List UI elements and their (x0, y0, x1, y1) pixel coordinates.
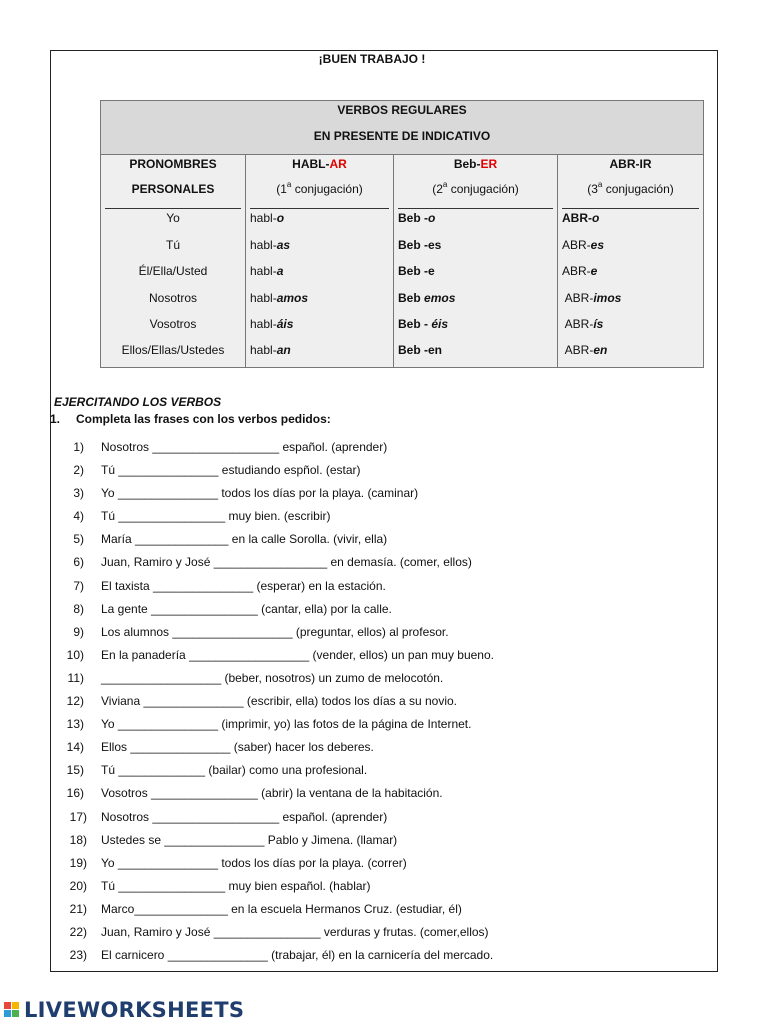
table-title-line2: EN PRESENTE DE INDICATIVO (313, 129, 491, 143)
exercise-text: Juan, Ramiro y José _________________ en demasía. (comer, ellos) (101, 555, 472, 570)
exercise-item (60, 902, 700, 925)
ar-ending: AR (329, 157, 347, 171)
exercise-item (60, 786, 700, 809)
er-sub-pre: (2 (432, 182, 443, 196)
exercise-number: 18) (69, 832, 87, 847)
exercise-text: Tú _______________ estudiando espñol. (estar) (101, 463, 361, 478)
exercise-text: Nosotros ___________________ español. (aprender) (101, 809, 388, 824)
column-rule (398, 208, 553, 209)
er-sub-sup: a (442, 180, 448, 189)
ar-stem-text: habl- (250, 343, 277, 357)
ir-stem-text: ABR- (562, 211, 592, 225)
er-sub-post: conjugación) (447, 182, 519, 196)
ir-sub-pre: (3 (587, 182, 598, 196)
ar-cell (250, 291, 308, 305)
ar-stem-text: habl- (250, 291, 277, 305)
ar-subheader (246, 182, 393, 196)
ar-ending-text: as (276, 238, 291, 252)
er-stem: Beb- (453, 157, 481, 171)
exercise-item (60, 648, 700, 671)
exercise-item (60, 948, 700, 971)
ir-header: ABR-IR (609, 157, 652, 171)
pronoun-cell: Tú (165, 238, 180, 252)
er-cell (398, 291, 455, 305)
instruction-text: Completa las frases con los verbos pedidos: (76, 412, 331, 426)
exercise-number: 14) (66, 740, 84, 755)
er-subheader (394, 182, 557, 196)
er-ending-text: o (428, 211, 436, 225)
instruction-number: 1. (50, 412, 61, 426)
er-column (394, 155, 558, 368)
exercise-text: Juan, Ramiro y José ________________ verduras y frutas. (comer,ellos) (101, 924, 489, 939)
exercise-item (60, 509, 700, 532)
exercise-text: __________________ (beber, nosotros) un zumo de melocotón. (101, 670, 444, 685)
exercise-number: 8) (73, 601, 84, 616)
exercise-text: La gente ________________ (cantar, ella) por la calle. (101, 601, 392, 616)
er-ending: ER (480, 157, 498, 171)
ar-sub-pre: (1 (276, 182, 287, 196)
exercise-item (60, 625, 700, 648)
exercise-text: El carnicero _______________ (trabajar, él) en la carnicería del mercado. (101, 948, 494, 963)
exercise-number: 11) (67, 670, 84, 685)
er-stem-text: Beb - (398, 264, 428, 278)
column-rule (562, 208, 699, 209)
exercise-number: 20) (69, 878, 87, 893)
pronoun-cell: Vosotros (149, 317, 197, 331)
exercise-number: 6) (73, 555, 84, 570)
ar-cell (250, 264, 283, 278)
ir-stem-text: ABR- (562, 343, 594, 357)
exercise-list (60, 440, 700, 971)
exercise-item (60, 763, 700, 786)
exercise-number: 7) (73, 578, 84, 593)
ar-stem-text: habl- (250, 264, 277, 278)
exercise-number: 12) (66, 694, 84, 709)
pronouns-column (101, 155, 246, 368)
er-stem-text: Beb - (398, 211, 428, 225)
exercise-text: Ellos _______________ (saber) hacer los deberes. (101, 740, 374, 755)
ir-ending-text: o (592, 211, 600, 225)
ar-stem: HABL- (292, 157, 330, 171)
ir-cell (562, 343, 607, 357)
ir-sub-sup: a (597, 180, 603, 189)
exercise-text: Tú _____________ (bailar) como una profesional. (101, 763, 368, 778)
er-cell (398, 238, 441, 252)
exercise-item (60, 486, 700, 509)
ir-column (558, 155, 703, 368)
exercise-text: Viviana _______________ (escribir, ella) todos los días a su novio. (101, 694, 458, 709)
pronouns-subheader: PERSONALES (131, 182, 215, 196)
ar-stem-text: habl- (250, 238, 277, 252)
er-cell (398, 317, 448, 331)
exercise-number: 1) (73, 440, 84, 454)
exercise-text: Nosotros ___________________ español. (aprender) (101, 440, 388, 454)
ar-sub-post: conjugación) (291, 182, 363, 196)
column-rule (105, 208, 241, 209)
ar-column (246, 155, 394, 368)
exercise-item (60, 671, 700, 694)
column-rule (250, 208, 389, 209)
exercise-item (60, 833, 700, 856)
exercise-number: 5) (73, 532, 84, 547)
exercise-text: Tú ________________ muy bien. (escribir) (101, 509, 331, 524)
exercise-item (60, 810, 700, 833)
exercise-text: Marco______________ en la escuela Hermanos Cruz. (estudiar, él) (101, 901, 462, 916)
er-cell (398, 343, 442, 357)
exercise-item (60, 740, 700, 763)
ar-ending-text: amos (276, 291, 309, 305)
exercise-number: 22) (69, 924, 87, 939)
exercise-number: 16) (66, 786, 84, 801)
exercise-item (60, 856, 700, 879)
ir-sub-post: conjugación) (602, 182, 674, 196)
er-ending-text: es (428, 238, 442, 252)
er-ending-text: éis (431, 317, 449, 331)
table-header (101, 101, 703, 155)
pronoun-cell: Él/Ella/Usted (138, 264, 208, 278)
exercise-text: El taxista _______________ (esperar) en la estación. (101, 578, 386, 593)
exercise-text: Los alumnos __________________ (preguntar, ellos) al profesor. (101, 624, 449, 639)
er-header (394, 157, 557, 171)
er-stem-text: Beb - (398, 238, 428, 252)
er-ending-text: en (428, 343, 443, 357)
exercise-item (60, 463, 700, 486)
ar-ending-text: an (276, 343, 291, 357)
ar-cell (250, 211, 284, 225)
ir-ending-text: en (593, 343, 608, 357)
er-stem-text: Beb - (398, 343, 428, 357)
exercise-item (60, 717, 700, 740)
exercise-text: Tú ________________ muy bien español. (hablar) (101, 878, 371, 893)
ir-cell (562, 238, 604, 252)
er-ending-text: emos (424, 291, 456, 305)
exercise-item (60, 694, 700, 717)
pronoun-cell: Nosotros (148, 291, 198, 305)
exercise-item (60, 532, 700, 555)
ar-ending-text: a (276, 264, 284, 278)
exercise-item (60, 925, 700, 948)
er-ending-text: e (428, 264, 435, 278)
ir-ending-text: imos (593, 291, 622, 305)
exercise-text: Yo _______________ todos los días por la playa. (caminar) (101, 486, 419, 501)
exercise-number: 15) (66, 763, 84, 778)
liveworksheets-logo-icon (4, 999, 22, 1021)
ir-cell (562, 291, 621, 305)
ar-header (246, 157, 393, 171)
exercise-text: Yo _______________ todos los días por la playa. (correr) (101, 855, 407, 870)
ir-cell (562, 264, 597, 278)
ir-stem-text: ABR- (562, 317, 594, 331)
exercise-number: 19) (69, 855, 87, 870)
ir-subheader (558, 182, 703, 196)
exercise-text: Ustedes se _______________ Pablo y Jimena. (llamar) (101, 832, 398, 847)
ar-cell (250, 317, 293, 331)
exercise-number: 4) (73, 509, 84, 524)
er-cell (398, 211, 435, 225)
liveworksheets-logo[interactable] (4, 997, 244, 1023)
exercise-number: 2) (73, 463, 84, 478)
ir-cell (562, 317, 603, 331)
exercise-number: 10) (66, 647, 84, 662)
exercise-number: 13) (66, 717, 84, 732)
exercise-item (60, 555, 700, 578)
ar-stem-text: habl- (250, 317, 277, 331)
ir-ending-text: ís (593, 317, 604, 331)
exercise-item (60, 440, 700, 463)
pronoun-cell: Ellos/Ellas/Ustedes (121, 343, 225, 357)
ir-stem-text: ABR- (562, 291, 594, 305)
er-stem-text: Beb (398, 291, 425, 305)
pronoun-cell: Yo (166, 211, 180, 225)
logo-text: LIVEWORKSHEETS (24, 998, 245, 1022)
table-title-line1: VERBOS REGULARES (337, 103, 467, 117)
ar-cell (250, 238, 290, 252)
exercise-text: Vosotros ________________ (abrir) la ventana de la habitación. (101, 786, 443, 801)
exercise-item (60, 602, 700, 625)
ir-stem-text: ABR- (562, 238, 591, 252)
ir-stem-text: ABR- (562, 264, 591, 278)
ar-stem-text: habl- (250, 211, 277, 225)
exercise-item (60, 879, 700, 902)
verbs-table (100, 100, 704, 368)
ar-ending-text: áis (276, 317, 294, 331)
ar-cell (250, 343, 291, 357)
ar-ending-text: o (276, 211, 285, 225)
exercise-number: 9) (73, 624, 84, 639)
er-stem-text: Beb - (398, 317, 432, 331)
ar-sub-sup: a (286, 180, 292, 189)
ir-cell (562, 211, 599, 225)
exercise-number: 21) (69, 901, 87, 916)
section-title: EJERCITANDO LOS VERBOS (54, 395, 222, 409)
exercise-item (60, 579, 700, 602)
page-title: ¡BUEN TRABAJO ! (318, 52, 426, 66)
pronouns-header: PRONOMBRES (129, 157, 217, 171)
er-cell (398, 264, 435, 278)
exercise-number: 17) (69, 809, 87, 824)
exercise-number: 23) (69, 948, 87, 963)
exercise-text: María ______________ en la calle Sorolla. (vivir, ella) (101, 532, 388, 547)
ir-ending-text: e (590, 264, 598, 278)
exercise-text: En la panadería __________________ (vender, ellos) un pan muy bueno. (101, 647, 494, 662)
exercise-text: Yo _______________ (imprimir, yo) las fotos de la página de Internet. (101, 717, 472, 732)
ir-ending-text: es (590, 238, 605, 252)
exercise-number: 3) (73, 486, 84, 501)
